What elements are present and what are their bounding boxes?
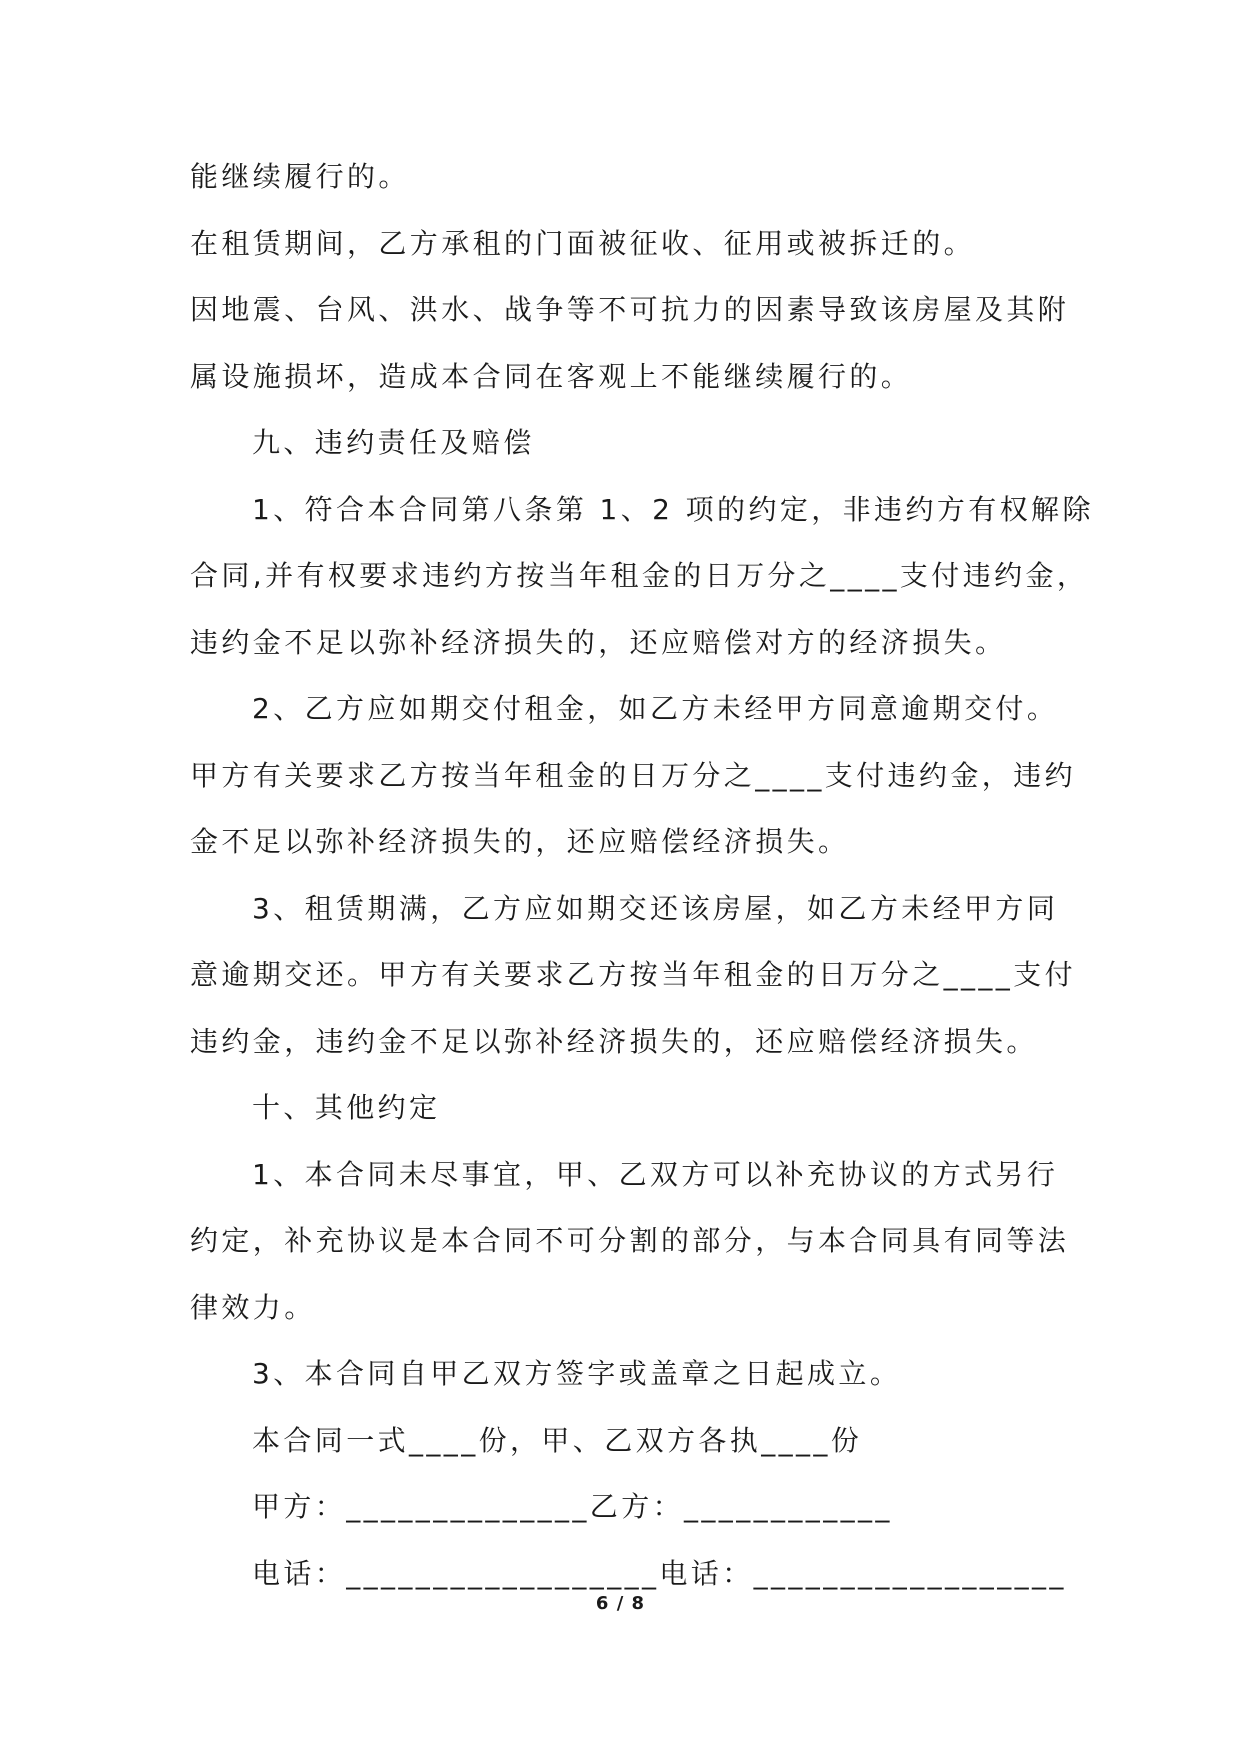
- contract-body: [190, 160, 1094, 1623]
- section-heading-breach-liability: 九、违约责任及赔偿: [252, 426, 535, 459]
- text-line: 1、符合本合同第八条第 1、2 项的约定，非违约方有权解除: [252, 492, 1094, 526]
- text-line: 合同,并有权要求违约方按当年租金的日万分之____支付违约金，: [190, 559, 1089, 592]
- copies-line: 本合同一式____份，甲、乙双方各执____份: [252, 1423, 863, 1457]
- text-line: 属设施损坏，造成本合同在客观上不能继续履行的。: [190, 359, 913, 393]
- text-line: 违约金不足以弥补经济损失的，还应赔偿对方的经济损失。: [190, 625, 1007, 659]
- text-line: 1、本合同未尽事宜，甲、乙双方可以补充协议的方式另行: [252, 1157, 1059, 1191]
- text-line: 意逾期交还。甲方有关要求乙方按当年租金的日万分之____支付: [190, 958, 1077, 991]
- text-line: 律效力。: [190, 1290, 316, 1324]
- text-line: 能继续履行的。: [190, 160, 410, 193]
- text-line: 3、本合同自甲乙双方签字或盖章之日起成立。: [252, 1357, 902, 1390]
- text-line: 约定，补充协议是本合同不可分割的部分，与本合同具有同等法: [190, 1224, 1070, 1257]
- text-line: 甲方有关要求乙方按当年租金的日万分之____支付违约金，违约: [190, 758, 1077, 792]
- text-line: 违约金，违约金不足以弥补经济损失的，还应赔偿经济损失。: [190, 1024, 1038, 1058]
- phone-line: 电话：__________________电话：__________________: [252, 1556, 1067, 1590]
- text-line: 在租赁期间，乙方承租的门面被征收、征用或被拆迁的。: [190, 226, 976, 260]
- text-line: 因地震、台风、洪水、战争等不可抗力的因素导致该房屋及其附: [190, 293, 1070, 326]
- text-line: 3、租赁期满，乙方应如期交还该房屋，如乙方未经甲方同: [252, 891, 1059, 925]
- text-line: 金不足以弥补经济损失的，还应赔偿经济损失。: [190, 825, 850, 858]
- signature-line: 甲方：______________乙方：____________: [252, 1490, 893, 1523]
- section-heading-other-terms: 十、其他约定: [252, 1091, 441, 1124]
- page-number: 6 / 8: [595, 1593, 646, 1614]
- text-line: 2、乙方应如期交付租金，如乙方未经甲方同意逾期交付。: [252, 692, 1059, 725]
